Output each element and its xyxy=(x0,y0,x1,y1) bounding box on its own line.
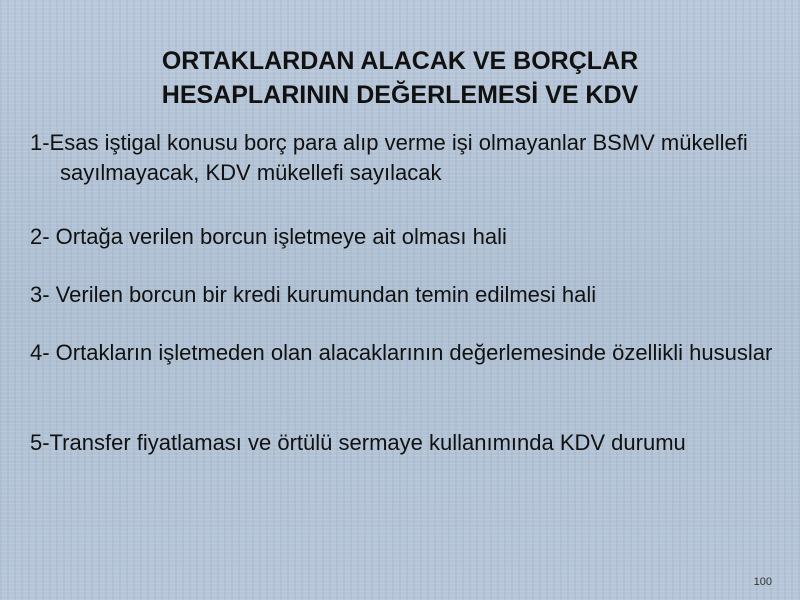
slide-title-line-1: ORTAKLARDAN ALACAK VE BORÇLAR xyxy=(161,47,639,75)
list-item-3: 3- Verilen borcun bir kredi kurumundan temin edilmesi hali xyxy=(30,282,597,307)
slide-title xyxy=(80,44,720,112)
list-item-1: 1-Esas iştigal konusu borç para alıp verme işi olmayanlar BSMV mükellefi sayılmayacak, KDV mükellefi sayılacak xyxy=(30,130,748,185)
list-item-2: 2- Ortağa verilen borcun işletmeye ait olması hali xyxy=(30,224,507,249)
slide-title-line-2: HESAPLARININ DEĞERLEMESİ VE KDV xyxy=(161,81,639,109)
page-number: 100 xyxy=(753,576,772,588)
list-item-5: 5-Transfer fiyatlaması ve örtülü sermaye kullanımında KDV durumu xyxy=(30,430,686,455)
list-item-4: 4- Ortakların işletmeden olan alacaklarının değerlemesinde özellikli hususlar xyxy=(30,340,773,365)
